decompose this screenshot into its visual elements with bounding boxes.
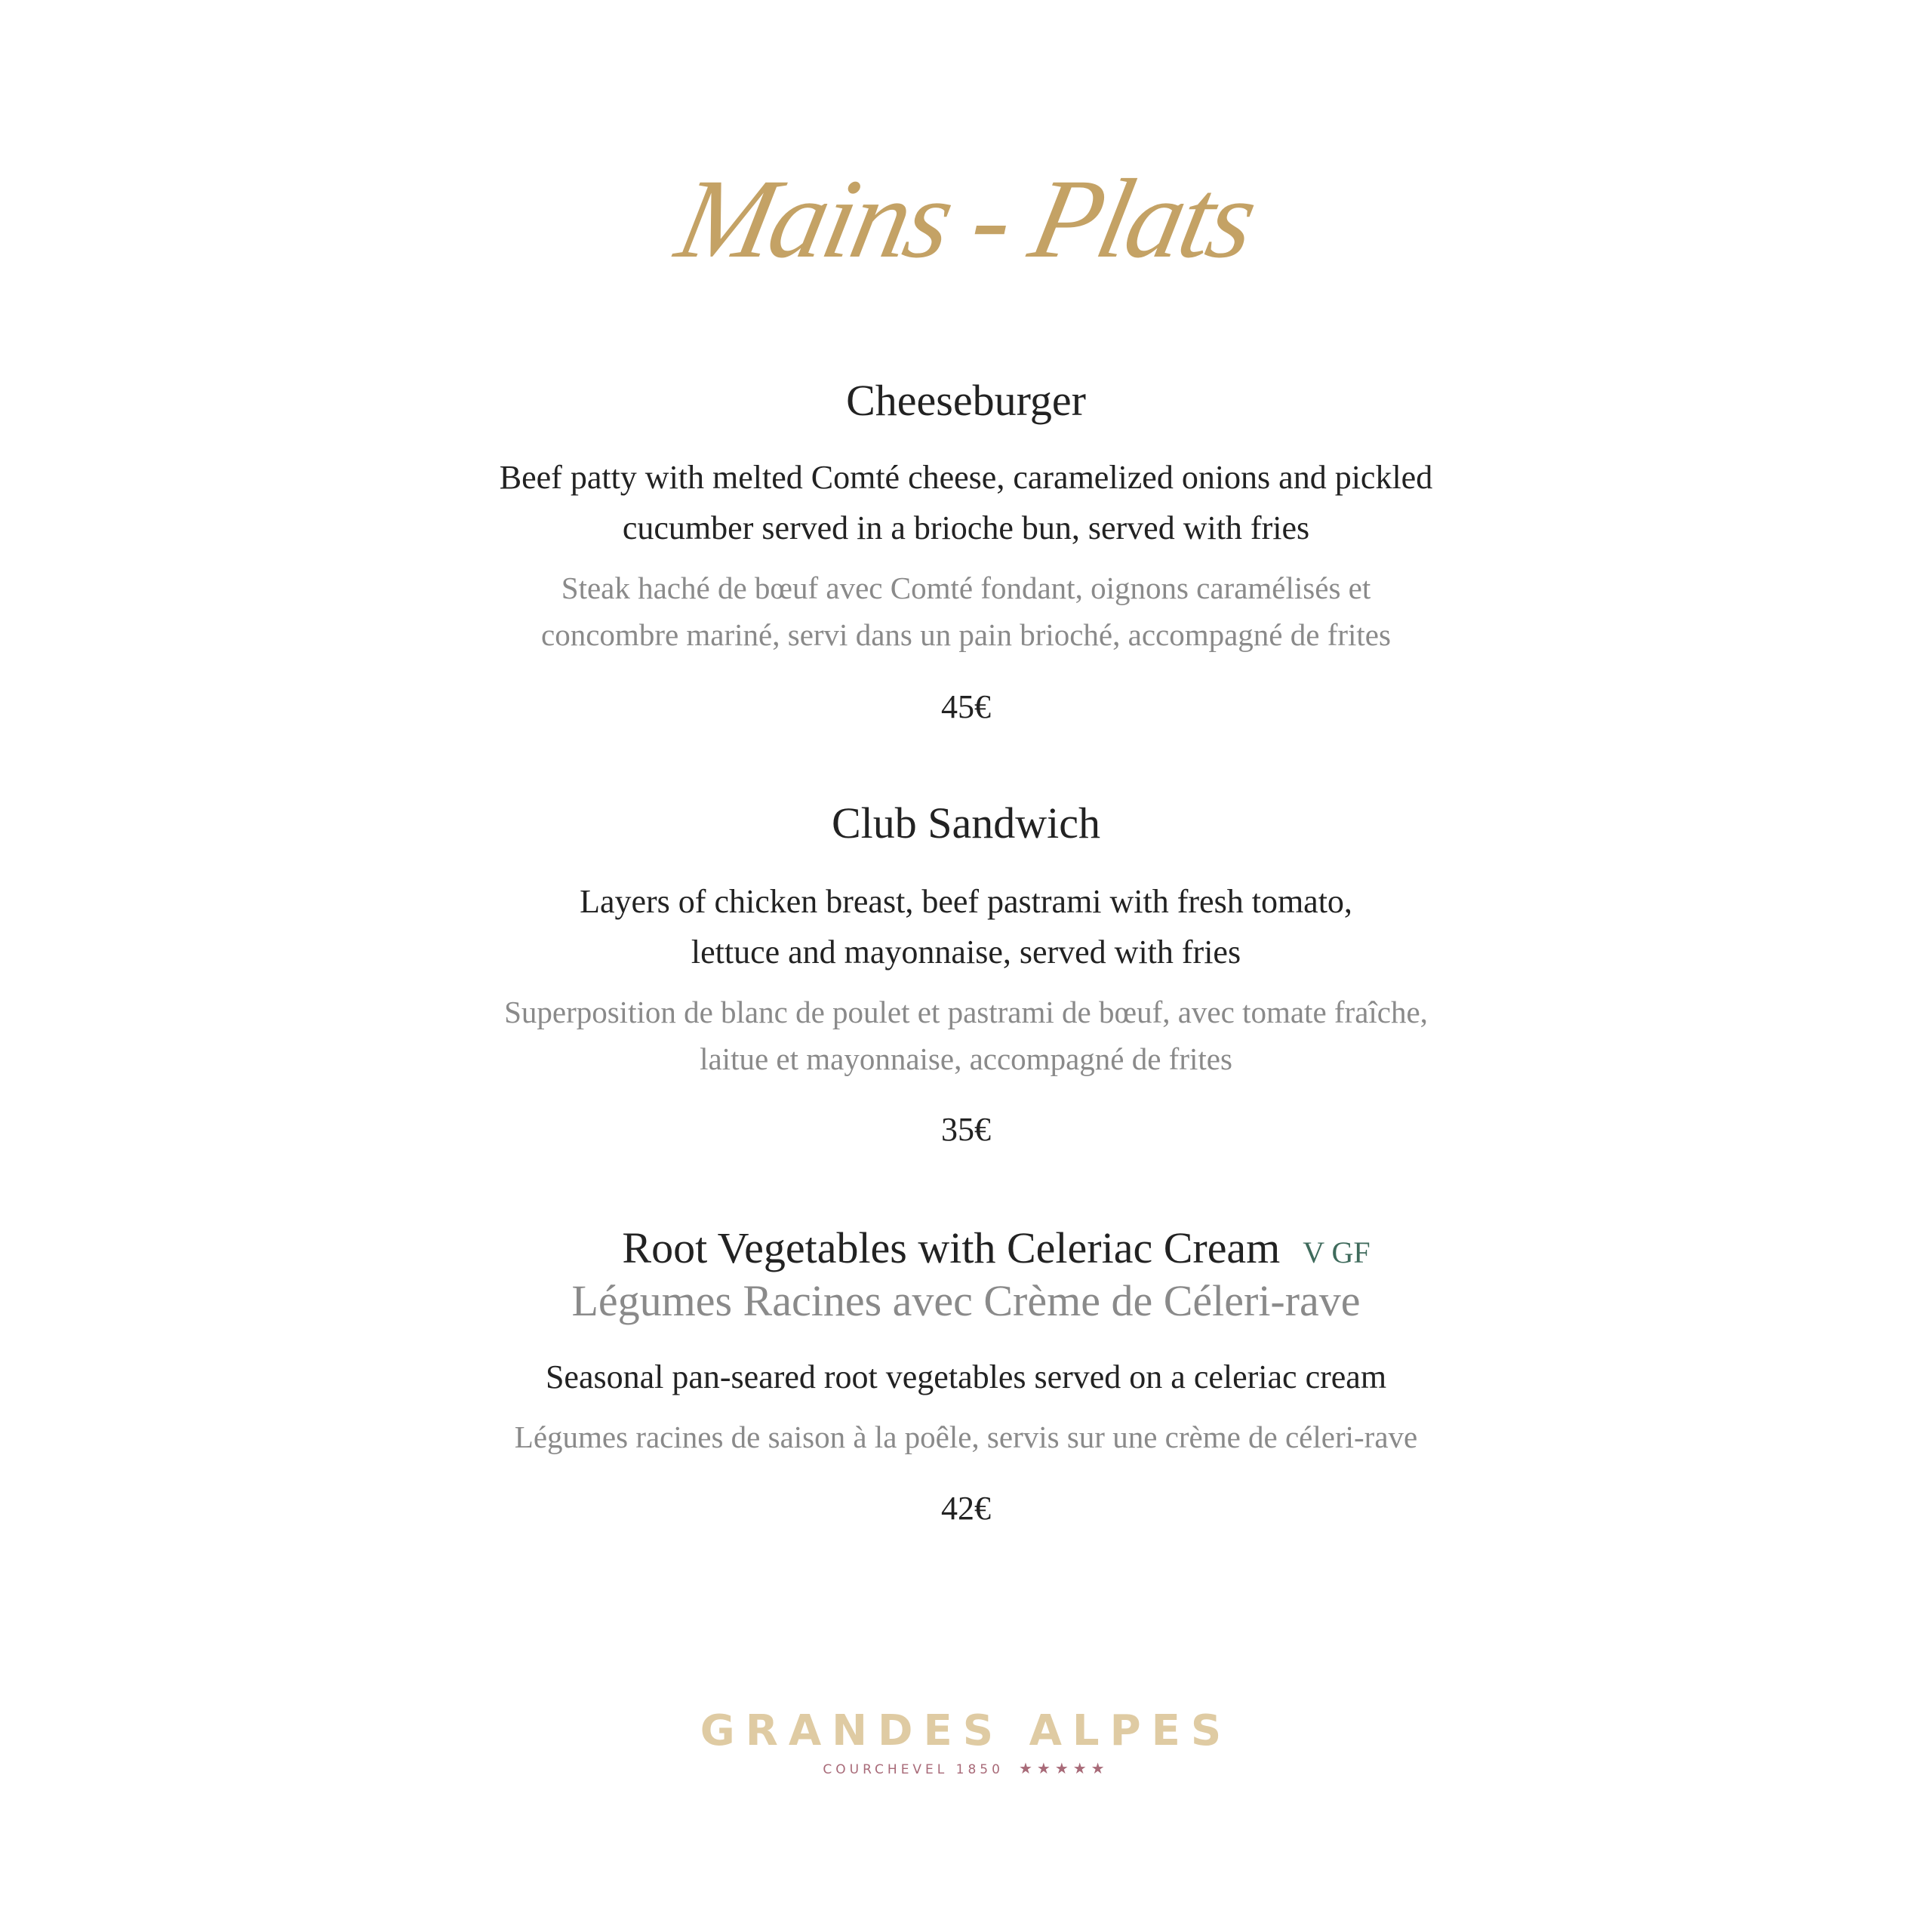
dish-description-en: Layers of chicken breast, beef pastrami with fresh tomato, lettuce and mayonnaise, served with fries — [580, 883, 1352, 971]
dish-description-fr: Légumes racines de saison à la poêle, servis sur une crème de céleri-rave — [514, 1420, 1418, 1454]
dish-description-en: Seasonal pan-seared root vegetables served on a celeriac cream — [545, 1358, 1387, 1395]
stars-icon: ★★★★★ — [1018, 1759, 1109, 1777]
dish-title: Root Vegetables with Celeriac Cream — [622, 1223, 1281, 1272]
dish-description-fr: Superposition de blanc de poulet et pastrami de bœuf, avec tomate fraîche, laitue et mayonnaise, accompagné de frites — [504, 995, 1428, 1076]
dish-title-fr: Légumes Racines avec Crème de Céleri-rave — [571, 1276, 1361, 1325]
dish-price: 42€ — [941, 1490, 991, 1527]
page-title: Mains - Plats — [667, 156, 1265, 281]
dish-title-row — [0, 1222, 1932, 1279]
dietary-tags: V GF — [1303, 1235, 1371, 1269]
dish-price: 35€ — [941, 1111, 991, 1148]
dish-title: Cheeseburger — [846, 376, 1086, 425]
dish-title: Club Sandwich — [831, 798, 1101, 848]
brand-logo: GRANDES ALPES — [700, 1706, 1232, 1755]
brand-subtitle: COURCHEVEL 1850 ★★★★★ — [823, 1759, 1109, 1777]
dish-price: 45€ — [941, 688, 991, 725]
dish-description-fr: Steak haché de bœuf avec Comté fondant, oignons caramélisés et concombre mariné, servi dans un pain brioché, accompagné de frites — [541, 571, 1391, 652]
dish-description-en: Beef patty with melted Comté cheese, caramelized onions and pickled cucumber served in a brioche bun, served with fries — [499, 459, 1433, 546]
